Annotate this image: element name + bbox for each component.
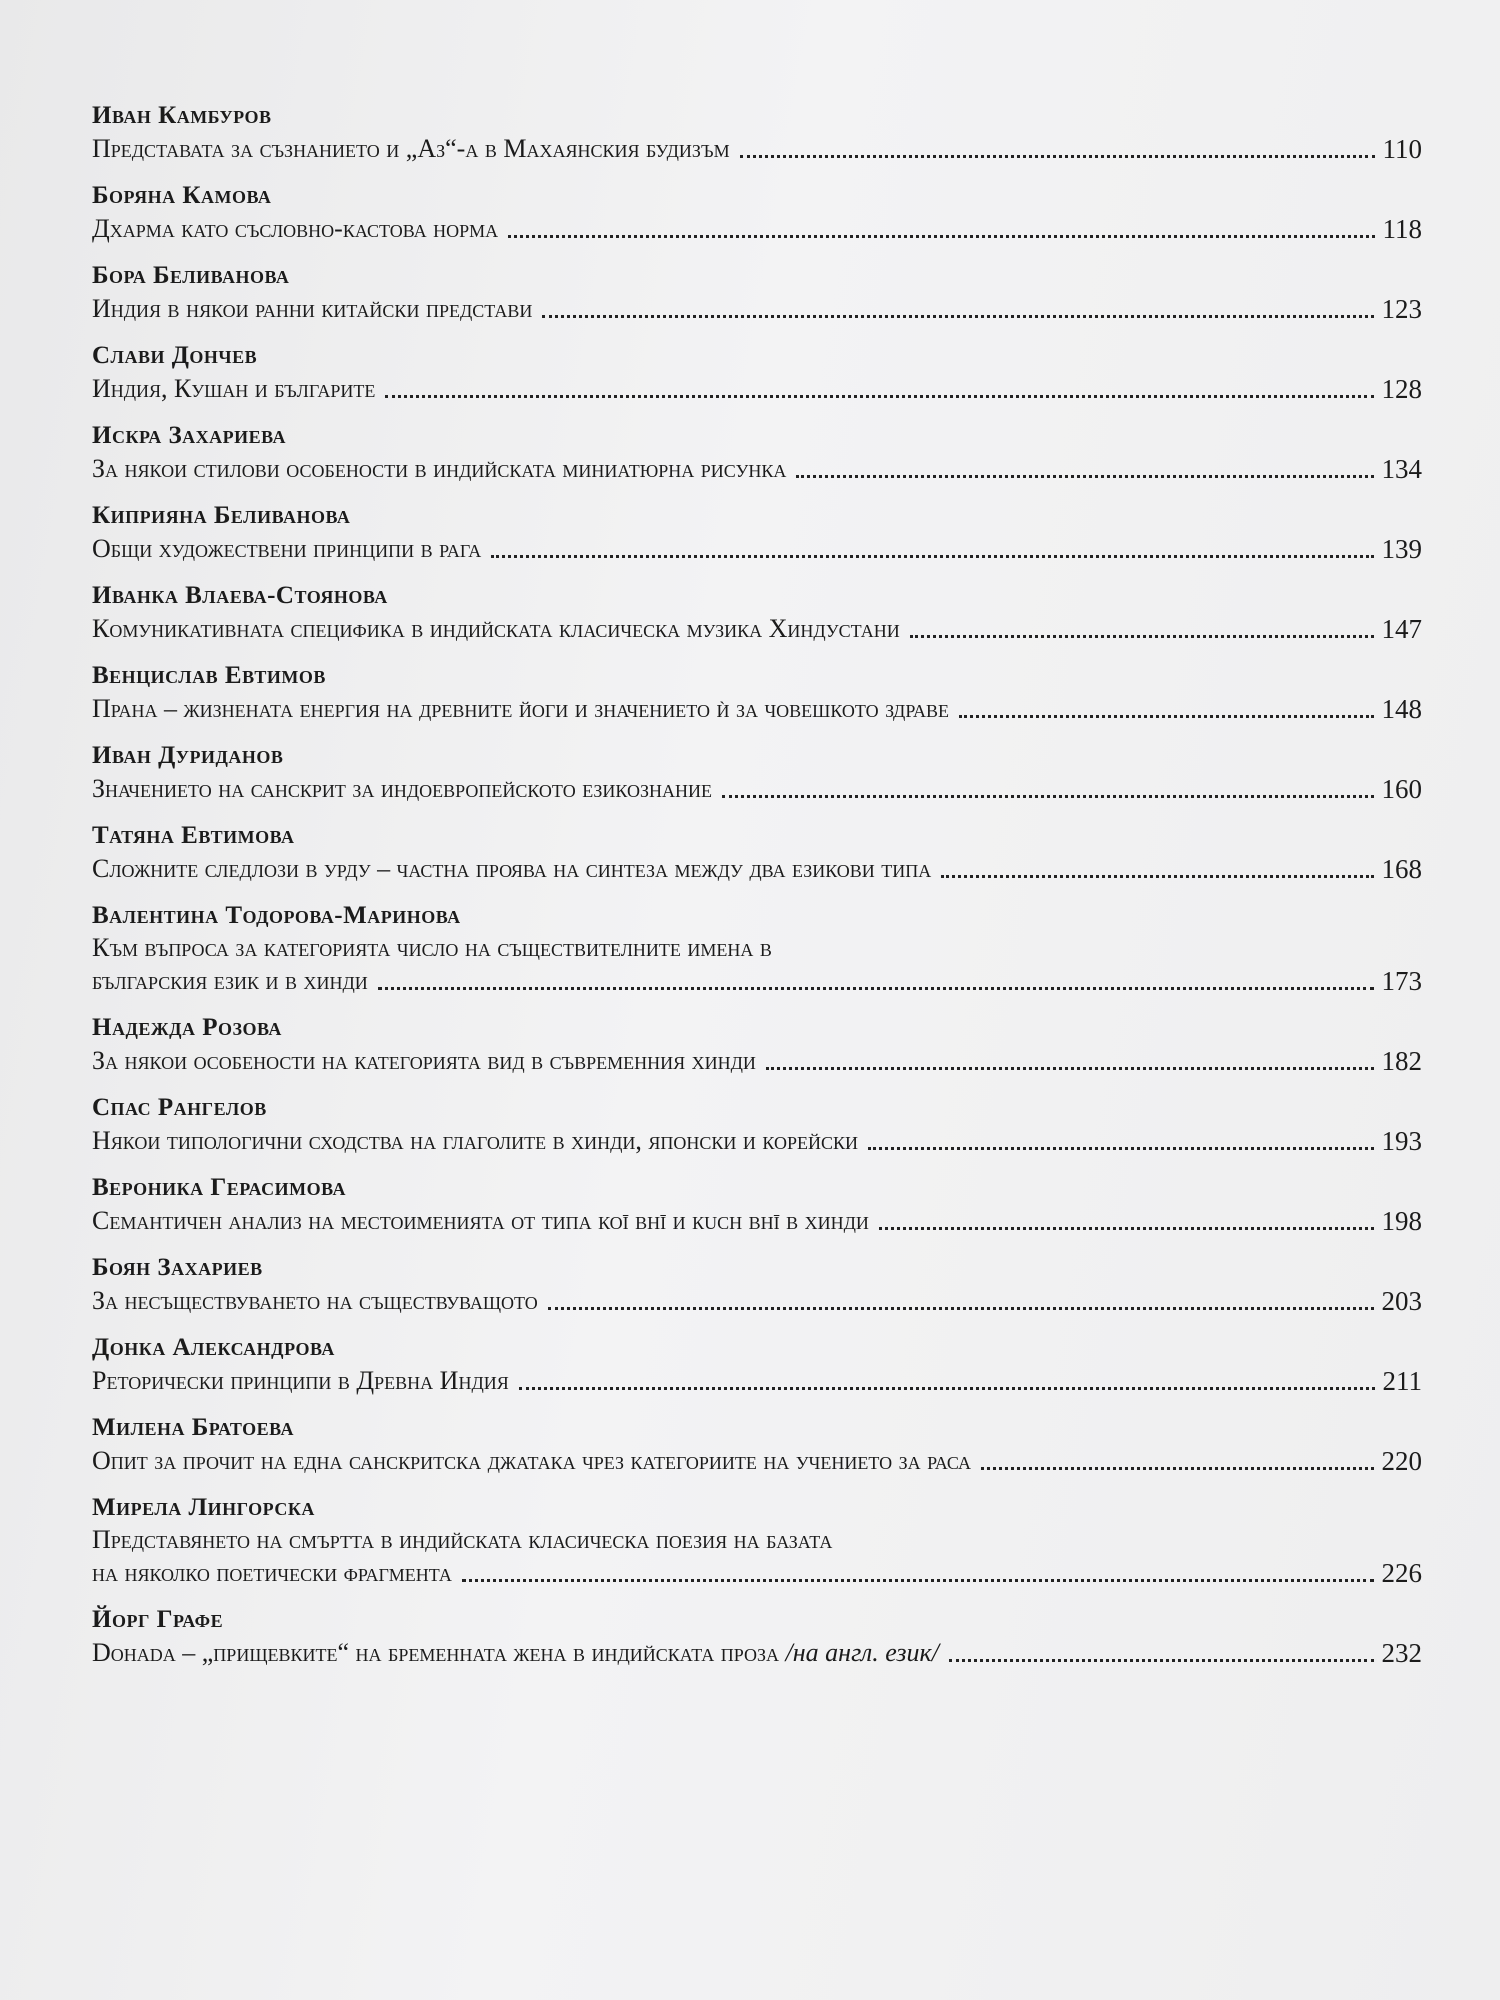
dot-leader: [910, 635, 1374, 638]
entry-page-number: 128: [1381, 374, 1422, 404]
entry-page-number: 211: [1382, 1366, 1422, 1396]
entry-author: Милена Братоева: [92, 1414, 295, 1441]
entry-page-number: 226: [1381, 1558, 1422, 1588]
entry-page-number: 123: [1381, 294, 1422, 324]
toc-entry: [92, 1252, 1422, 1318]
toc-entry: [92, 500, 1422, 566]
entry-page-number: 134: [1381, 454, 1422, 484]
entry-title: Прана – жизнената енергия на древните йоги и значението ѝ за човешкото здраве: [92, 694, 950, 723]
entry-author: Йорг Графе: [92, 1606, 224, 1633]
entry-title: Някои типологични сходства на глаголите в хинди, японски и корейски: [92, 1126, 859, 1155]
entry-author: Донка Александрова: [92, 1334, 335, 1361]
entry-title: на няколко поетически фрагмента: [92, 1558, 452, 1587]
dot-leader: [378, 987, 1374, 990]
dot-leader: [508, 235, 1374, 238]
entry-title-row: [92, 1284, 1422, 1318]
entry-page-number: 160: [1381, 774, 1422, 804]
toc-entry: [92, 900, 1422, 998]
entry-page-number: 203: [1381, 1286, 1422, 1316]
entry-title: Индия в някои ранни китайски представи: [92, 294, 533, 323]
toc-entry: [92, 1172, 1422, 1238]
table-of-contents: [92, 100, 1422, 1684]
entry-title-row: [92, 612, 1422, 646]
entry-title: За някои стилови особености в индийската миниатюрна рисунка: [92, 454, 787, 483]
entry-title-row: [92, 1444, 1422, 1478]
dot-leader: [981, 1467, 1373, 1470]
entry-title-row: [92, 1364, 1422, 1398]
entry-author: Киприяна Беливанова: [92, 502, 351, 529]
entry-title: Семантичен анализ на местоименията от типа коī внī и кuch внī в хинди: [92, 1206, 869, 1235]
entry-title: Общи художествени принципи в рага: [92, 534, 482, 563]
entry-title: Комуникативната специфика в индийската класическа музика Хиндустани: [92, 614, 900, 643]
entry-title-row: [92, 132, 1422, 166]
entry-page-number: 110: [1382, 134, 1422, 164]
entry-title-row: [92, 212, 1422, 246]
dot-leader: [722, 795, 1374, 798]
entry-page-number: 193: [1381, 1126, 1422, 1156]
toc-entry: [92, 1492, 1422, 1590]
entry-title: За несъществуването на съществуващото: [92, 1286, 538, 1315]
toc-entry: [92, 1604, 1422, 1670]
entry-title: Индия, Кушан и българите: [92, 374, 376, 403]
entry-title-row: [92, 692, 1422, 726]
entry-title-row: [92, 372, 1422, 406]
toc-entry: [92, 1412, 1422, 1478]
entry-title: [92, 1636, 939, 1670]
dot-leader: [491, 555, 1373, 558]
entry-author: Надежда Розова: [92, 1014, 282, 1041]
entry-title: За някои особености на категорията вид в съвременния хинди: [92, 1046, 756, 1075]
dot-leader: [385, 395, 1373, 398]
entry-page-number: 173: [1381, 966, 1422, 996]
entry-page-number: 182: [1381, 1046, 1422, 1076]
entry-author: Мирела Лингорска: [92, 1494, 315, 1521]
entry-author: Татяна Евтимова: [92, 822, 295, 849]
toc-entry: [92, 580, 1422, 646]
dot-leader: [959, 715, 1373, 718]
dot-leader: [462, 1579, 1374, 1582]
entry-title: Дхарма като съсловно-кастова норма: [92, 214, 499, 243]
toc-entry: [92, 1332, 1422, 1398]
entry-page-number: 168: [1381, 854, 1422, 884]
entry-title-row: [92, 1044, 1422, 1078]
entry-title-row: [92, 772, 1422, 806]
entry-title: Значението на санскрит за индоевропейското езикознание: [92, 774, 712, 803]
entry-title-row: [92, 1204, 1422, 1238]
entry-author: Бора Беливанова: [92, 262, 290, 289]
entry-author: Боян Захариев: [92, 1254, 263, 1281]
entry-page-number: 139: [1381, 534, 1422, 564]
toc-entry: [92, 1012, 1422, 1078]
dot-leader: [542, 315, 1373, 318]
entry-title-row: [92, 852, 1422, 886]
entry-author: Вероника Герасимова: [92, 1174, 346, 1201]
entry-page-number: 147: [1381, 614, 1422, 644]
dot-leader: [879, 1227, 1374, 1230]
entry-page-number: 232: [1381, 1638, 1422, 1668]
entry-title: Опит за прочит на една санскритска джатака чрез категориите на учението за раса: [92, 1446, 972, 1475]
toc-entry: [92, 740, 1422, 806]
entry-author: Боряна Камова: [92, 182, 272, 209]
dot-leader: [868, 1147, 1373, 1150]
entry-author: Венцислав Евтимов: [92, 662, 326, 689]
entry-title: Представата за съзнанието и „Аз“-а в Махаянския будизъм: [92, 134, 730, 163]
entry-title-row: [92, 532, 1422, 566]
toc-entry: [92, 260, 1422, 326]
entry-author: Слави Дончев: [92, 342, 258, 369]
toc-entry: [92, 340, 1422, 406]
entry-title-row: [92, 1124, 1422, 1158]
entry-title: Сложните следлози в урду – частна проява на синтеза между два езикови типа: [92, 854, 932, 883]
entry-title-text: Dohada – „прищевките“ на бременната жена в индийската проза: [92, 1638, 780, 1667]
entry-page-number: 148: [1381, 694, 1422, 724]
entry-title: българския език и в хинди: [92, 966, 368, 995]
entry-title-row: [92, 964, 1422, 998]
entry-author: Иванка Влаева-Стоянова: [92, 582, 388, 609]
toc-entry: [92, 100, 1422, 166]
entry-title: Реторически принципи в Древна Индия: [92, 1366, 509, 1395]
entry-author: Иван Камбуров: [92, 102, 272, 129]
entry-title-line-1: Към въпроса за категорията число на съществителните имена в: [92, 933, 772, 962]
entry-author: Иван Дуриданов: [92, 742, 284, 769]
entry-title-note: /на англ. език/: [785, 1638, 939, 1667]
entry-page-number: 198: [1381, 1206, 1422, 1236]
dot-leader: [949, 1659, 1374, 1662]
entry-title-row: [92, 1636, 1422, 1670]
entry-page-number: 118: [1382, 214, 1422, 244]
toc-entry: [92, 180, 1422, 246]
dot-leader: [740, 155, 1375, 158]
toc-entry: [92, 660, 1422, 726]
dot-leader: [766, 1067, 1374, 1070]
entry-title-row: [92, 452, 1422, 486]
dot-leader: [548, 1307, 1374, 1310]
entry-author: Искра Захариева: [92, 422, 287, 449]
toc-entry: [92, 420, 1422, 486]
entry-title-line-1: Представянето на смъртта в индийската класическа поезия на базата: [92, 1525, 833, 1554]
entry-author: Спас Рангелов: [92, 1094, 267, 1121]
dot-leader: [796, 475, 1373, 478]
dot-leader: [519, 1387, 1375, 1390]
dot-leader: [941, 875, 1373, 878]
entry-title-row: [92, 1556, 1422, 1590]
toc-entry: [92, 820, 1422, 886]
toc-entry: [92, 1092, 1422, 1158]
entry-page-number: 220: [1381, 1446, 1422, 1476]
entry-title-row: [92, 292, 1422, 326]
entry-author: Валентина Тодорова-Маринова: [92, 902, 461, 929]
